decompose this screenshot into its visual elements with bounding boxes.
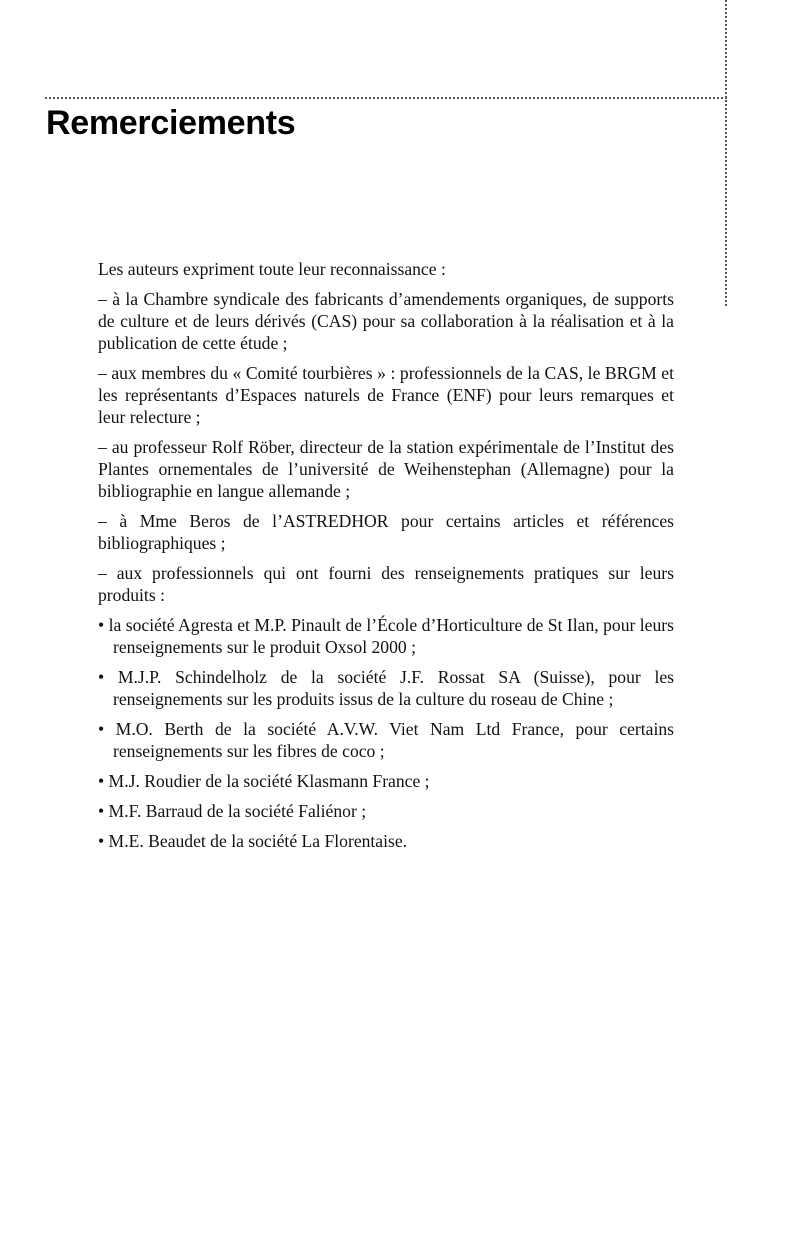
acknowledgement-item: – à Mme Beros de l’ASTREDHOR pour certains articles et références bibliographiques ; — [98, 511, 674, 553]
acknowledgement-item: – aux membres du « Comité tourbières » : professionnels de la CAS, le BRGM et les représentants d’Espaces naturels de France (ENF) pour leurs remarques et leur relecture ; — [98, 363, 674, 427]
acknowledgement-item: – à la Chambre syndicale des fabricants d’amendements organiques, de supports de culture et de leurs dérivés (CAS) pour sa collaboration à la réalisation et à la publication de cette étude ; — [98, 289, 674, 353]
acknowledgement-item: – au professeur Rolf Röber, directeur de la station expérimentale de l’Institut des Plantes ornementales de l’université de Weihenstephan (Allemagne) pour la bibliographie en langue allemande ; — [98, 437, 674, 501]
acknowledgement-item: – aux professionnels qui ont fourni des renseignements pratiques sur leurs produits : — [98, 563, 674, 605]
bullet-item: • M.E. Beaudet de la société La Florentaise. — [98, 831, 408, 851]
acknowledgements-body — [98, 258, 674, 860]
page-title: Remerciements — [46, 104, 296, 142]
dotted-horizontal-rule — [45, 97, 727, 99]
bullet-item: • M.F. Barraud de la société Faliénor ; — [98, 801, 367, 821]
bullet-item: • la société Agresta et M.P. Pinault de l’École d’Horticulture de St Ilan, pour leurs renseignements sur le produit Oxsol 2000 ; — [98, 615, 674, 657]
bullet-item: • M.J.P. Schindelholz de la société J.F. Rossat SA (Suisse), pour les renseignements sur les produits issus de la culture du roseau de Chine ; — [98, 667, 674, 709]
bullet-item: • M.J. Roudier de la société Klasmann France ; — [98, 771, 430, 791]
dotted-vertical-rule — [725, 0, 727, 306]
bullet-item: • M.O. Berth de la société A.V.W. Viet Nam Ltd France, pour certains renseignements sur les fibres de coco ; — [98, 719, 674, 761]
intro-paragraph: Les auteurs expriment toute leur reconnaissance : — [98, 259, 446, 279]
